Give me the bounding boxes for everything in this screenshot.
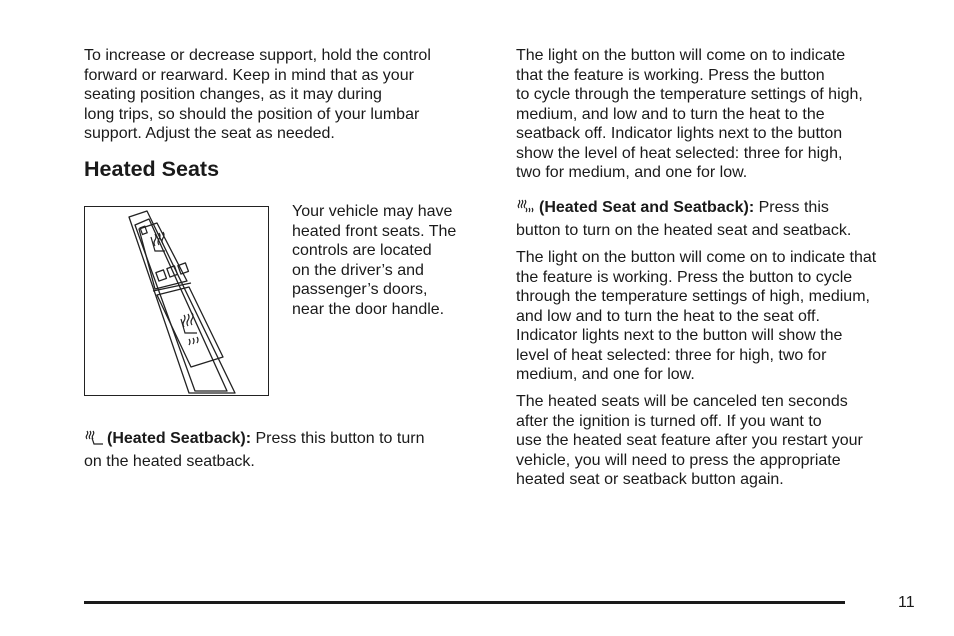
text-line: Your vehicle may have	[292, 203, 453, 220]
text-line: level of heat selected: three for high, two for	[516, 346, 827, 364]
text-line: forward or rearward. Keep in mind that as your	[84, 66, 414, 84]
text-line: The light on the button will come on to indicate that	[516, 249, 877, 266]
text-line: heated seat or seatback button again.	[516, 471, 784, 488]
page-number: 11	[898, 594, 915, 611]
text-line: heated front seats. The	[292, 222, 457, 240]
text-line: medium, and one for low.	[516, 366, 695, 383]
text-line: show the level of heat selected: three for high,	[516, 144, 843, 162]
text-line: vehicle, you will need to press the appropriate	[516, 451, 841, 469]
heated-seat-and-seatback-paragraph	[516, 198, 851, 240]
seat-description-paragraph	[516, 248, 876, 385]
text-line: long trips, so should the position of your lumbar	[84, 105, 420, 123]
text-line: button to turn on the heated seat and seatback.	[516, 221, 852, 239]
text-line: To increase or decrease support, hold the control	[84, 47, 431, 64]
text-line: The light on the button will come on to indicate	[516, 47, 846, 64]
text-line: on the driver’s and	[292, 261, 424, 279]
text-line: The heated seats will be canceled ten seconds	[516, 393, 848, 410]
heated-seat-and-seatback-label: (Heated Seat and Seatback):	[539, 199, 755, 216]
heated-seatback-label: (Heated Seatback):	[107, 430, 252, 447]
text-line: passenger’s doors,	[292, 281, 428, 298]
text-line: support. Adjust the seat as needed.	[84, 125, 335, 142]
text-line: on the heated seatback.	[84, 452, 255, 470]
seatback-description-paragraph	[516, 46, 863, 183]
footer-rule	[84, 601, 845, 604]
text-line: near the door handle.	[292, 300, 445, 318]
section-heading: Heated Seats	[84, 157, 220, 181]
heated-seatback-text: Press this button to turn	[251, 430, 425, 447]
cancel-paragraph	[516, 392, 863, 490]
text-line: seating position changes, as it may during	[84, 86, 382, 103]
figure-caption-paragraph	[292, 202, 456, 319]
text-line: after the ignition is turned off. If you want to	[516, 412, 822, 430]
heated-seat-controls-figure	[84, 206, 269, 396]
text-line: seatback off. Indicator lights next to the button	[516, 125, 843, 142]
text-line: that the feature is working. Press the button	[516, 66, 825, 84]
text-line: the feature is working. Press the button to cycle	[516, 268, 853, 286]
text-line: medium, and low and to turn the heat to the	[516, 105, 825, 123]
text-line: to cycle through the temperature settings of high,	[516, 86, 863, 103]
heated-seatback-paragraph	[84, 429, 424, 471]
heated-seatback-icon	[84, 430, 104, 452]
text-line: through the temperature settings of high, medium,	[516, 288, 870, 305]
heated-seat-and-seatback-icon	[516, 199, 536, 221]
text-line: and low and to turn the heat to the seat off.	[516, 307, 820, 325]
heated-seat-and-seatback-text: Press this	[754, 199, 829, 216]
text-line: two for medium, and one for low.	[516, 164, 748, 181]
text-line: Indicator lights next to the button will show the	[516, 327, 843, 344]
text-line: use the heated seat feature after you restart your	[516, 432, 863, 449]
intro-paragraph	[84, 46, 431, 144]
text-line: controls are located	[292, 242, 432, 259]
door-switch-panel-illustration	[85, 207, 267, 394]
